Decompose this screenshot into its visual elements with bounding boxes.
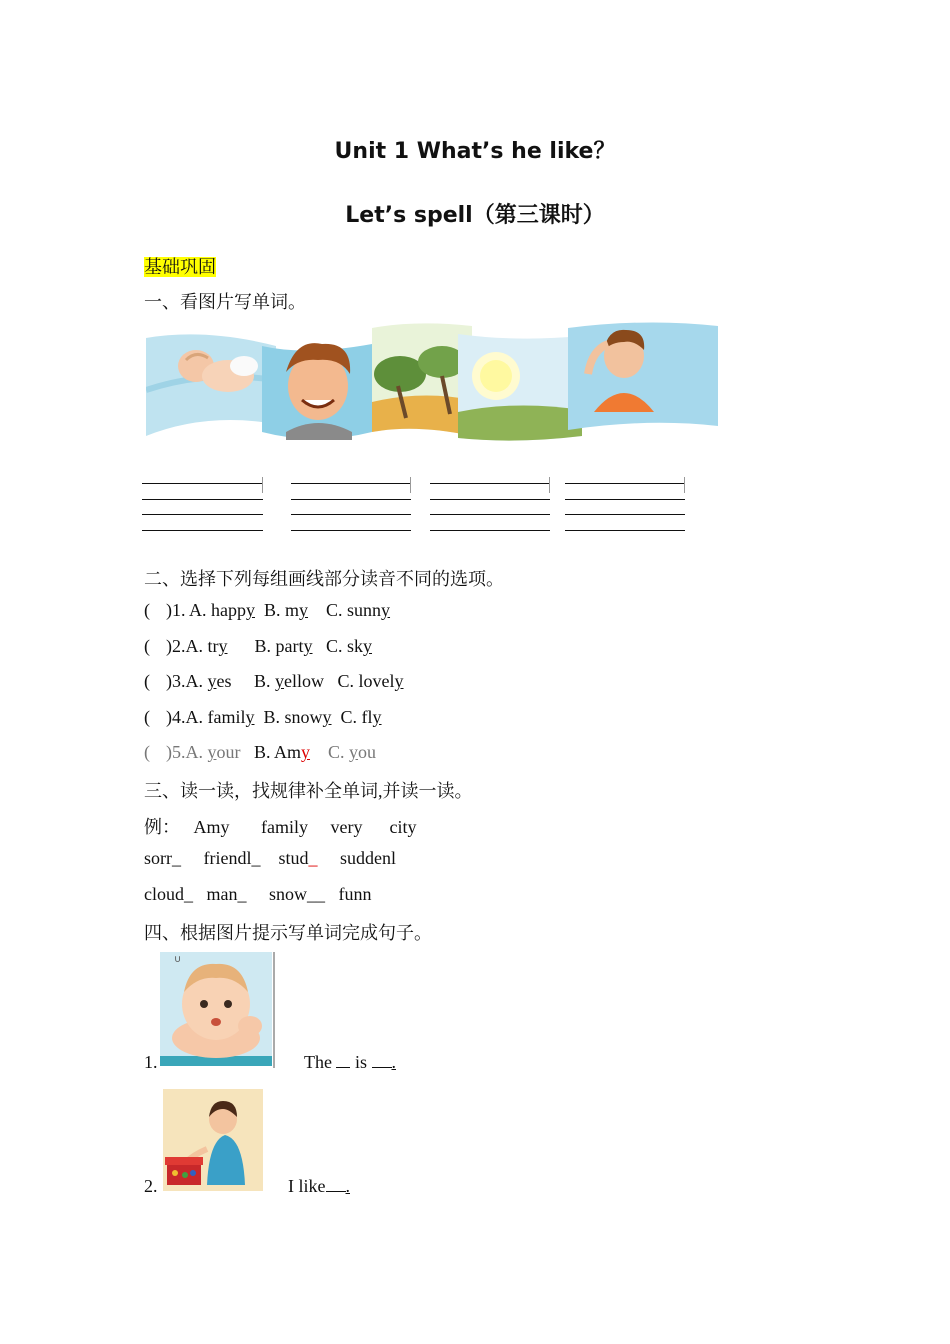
writing-line[interactable] [565, 530, 685, 531]
smiling-boy-icon [262, 343, 372, 440]
writing-line[interactable] [565, 514, 685, 515]
baby-picture [160, 952, 276, 1068]
part1-heading: 一、看图片写单词。 [144, 292, 306, 312]
part3-heading: 三、读一读，找规律补全单词,并读一读。 [144, 781, 473, 801]
fill-word[interactable]: friendl_ [203, 848, 261, 868]
writing-line[interactable] [565, 483, 685, 484]
writing-line[interactable] [142, 530, 263, 531]
fill-row-2 [144, 884, 372, 905]
fill-word[interactable]: suddenl [340, 848, 396, 868]
writing-line[interactable] [142, 483, 263, 484]
part4-heading: 四、根据图片提示写单词完成句子。 [144, 923, 432, 943]
writing-line[interactable] [430, 530, 550, 531]
fill-word[interactable]: sorr_ [144, 848, 181, 868]
writing-line[interactable] [291, 514, 411, 515]
line-divider [262, 477, 263, 493]
writing-line[interactable] [430, 514, 550, 515]
question-row-4: ( )4.A. family B. snowy C. fly [144, 707, 382, 727]
svg-text:∪: ∪ [174, 954, 182, 965]
fill-word[interactable]: cloud_ [144, 884, 193, 904]
shy-boy-icon [568, 322, 718, 430]
question-row-2: ( )2.A. try B. party C. sky [144, 636, 373, 656]
fill-word[interactable]: funn [338, 884, 372, 904]
line-divider [549, 477, 550, 493]
fill-word[interactable]: man_ [206, 884, 247, 904]
q2-blank[interactable] [326, 1177, 346, 1192]
q1-row: 1. The is . [144, 1052, 396, 1072]
writing-line[interactable] [291, 499, 411, 500]
baby-face-icon [160, 952, 276, 1068]
writing-line[interactable] [291, 530, 411, 531]
line-divider [684, 477, 685, 493]
part2-heading: 二、选择下列每组画线部分读音不同的选项。 [144, 569, 504, 589]
q1-blank-1[interactable] [336, 1053, 350, 1068]
writing-line[interactable] [291, 483, 411, 484]
fill-row-1: sorr_ friendl_ stud_ suddenl [144, 848, 396, 868]
writing-line[interactable] [142, 499, 263, 500]
q2-row: 2. I like . [144, 1176, 350, 1196]
question-row-5: ( )5.A. your B. Amy C. you [144, 742, 377, 762]
windy-trees-icon [372, 323, 472, 436]
sun-icon [458, 334, 582, 441]
section-label: 基础巩固 [144, 257, 216, 277]
writing-line[interactable] [142, 514, 263, 515]
picture-strip [146, 320, 718, 444]
q1-blank-2[interactable] [372, 1053, 392, 1068]
question-row-3: ( )3.A. yes B. yellow C. lovely [144, 671, 404, 691]
writing-line[interactable] [430, 499, 550, 500]
question-row-1: ( )1. A. happy B. my C. sunny [144, 600, 391, 620]
page-title: Unit 1 What’s he like？ [334, 139, 616, 164]
baby-icon [146, 334, 276, 436]
fill-word[interactable]: snow__ [269, 884, 326, 904]
fill-word[interactable]: stud [278, 848, 309, 868]
example-row: 例： Amy family very city [144, 817, 417, 837]
writing-line[interactable] [430, 483, 550, 484]
line-divider [410, 477, 411, 493]
page-subtitle: Let’s spell（第三课时） [345, 203, 605, 228]
writing-line[interactable] [565, 499, 685, 500]
